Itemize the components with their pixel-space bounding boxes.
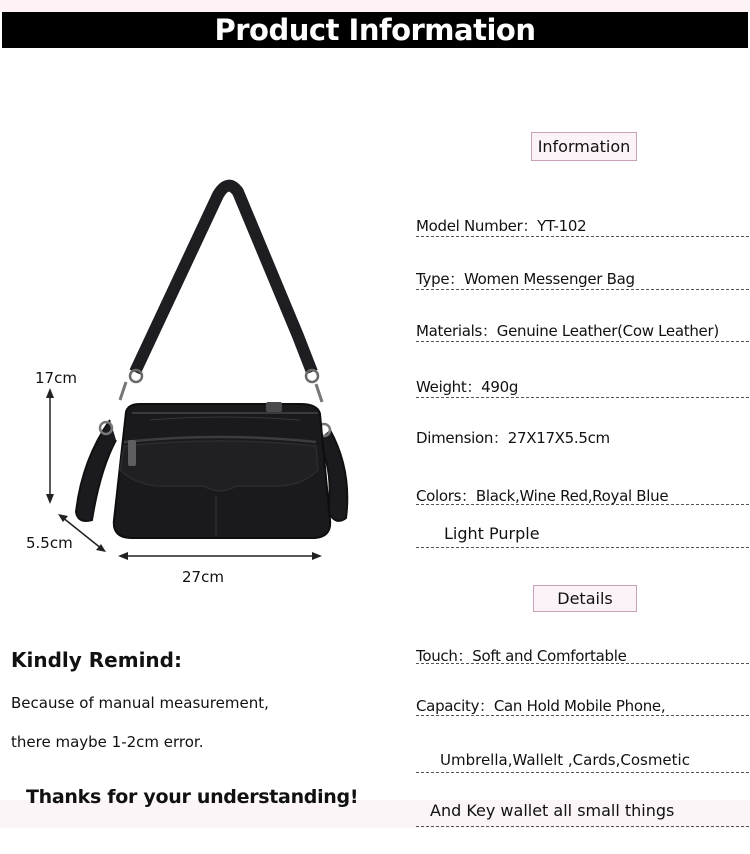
thanks-text: Thanks for your understanding! xyxy=(26,786,359,808)
colors-row-continued xyxy=(416,524,749,548)
height-label: 17cm xyxy=(35,369,77,387)
capacity-row xyxy=(416,695,749,716)
model-number-value: YT-102 xyxy=(537,217,587,235)
remind-line-1: Because of manual measurement, xyxy=(11,694,269,712)
top-strip xyxy=(0,0,750,12)
dimension-row xyxy=(416,427,749,450)
model-number-label: Model Number： xyxy=(416,217,538,235)
capacity-value: Can Hold Mobile Phone, xyxy=(493,697,666,715)
touch-value: Soft and Comfortable xyxy=(472,647,627,665)
remind-title: Kindly Remind: xyxy=(11,648,182,672)
weight-label: Weight： xyxy=(416,378,482,396)
remind-line-2: there maybe 1-2cm error. xyxy=(11,733,204,751)
materials-label: Materials： xyxy=(416,322,497,340)
colors-value: Black,Wine Red,Royal Blue xyxy=(475,487,669,505)
colors-value-line-2: Light Purple xyxy=(444,524,540,543)
colors-row xyxy=(416,485,749,505)
information-heading: Information xyxy=(531,132,637,161)
touch-label: Touch： xyxy=(416,647,473,665)
touch-row xyxy=(416,645,749,664)
capacity-label: Capacity： xyxy=(416,697,494,715)
page-title: Product Information xyxy=(2,12,748,48)
materials-value: Genuine Leather(Cow Leather) xyxy=(496,322,719,340)
colors-label: Colors： xyxy=(416,487,476,505)
width-label: 27cm xyxy=(182,568,224,586)
capacity-row-line-2 xyxy=(416,751,749,773)
weight-value: 490g xyxy=(481,378,519,396)
dimension-label: Dimension： xyxy=(416,429,508,447)
depth-label: 5.5cm xyxy=(26,534,73,552)
capacity-value-line-3: And Key wallet all small things xyxy=(430,801,675,820)
capacity-value-line-2: Umbrella,Wallelt ,Cards,Cosmetic xyxy=(440,751,690,769)
details-heading: Details xyxy=(533,585,637,612)
shoulder-strap xyxy=(135,186,312,372)
dimension-value: 27X17X5.5cm xyxy=(507,429,610,447)
capacity-row-line-3 xyxy=(416,801,749,827)
type-value: Women Messenger Bag xyxy=(463,270,635,288)
weight-row xyxy=(416,376,749,398)
materials-row xyxy=(416,320,749,342)
type-label: Type： xyxy=(416,270,464,288)
model-number-row xyxy=(416,215,749,237)
type-row xyxy=(416,268,749,290)
